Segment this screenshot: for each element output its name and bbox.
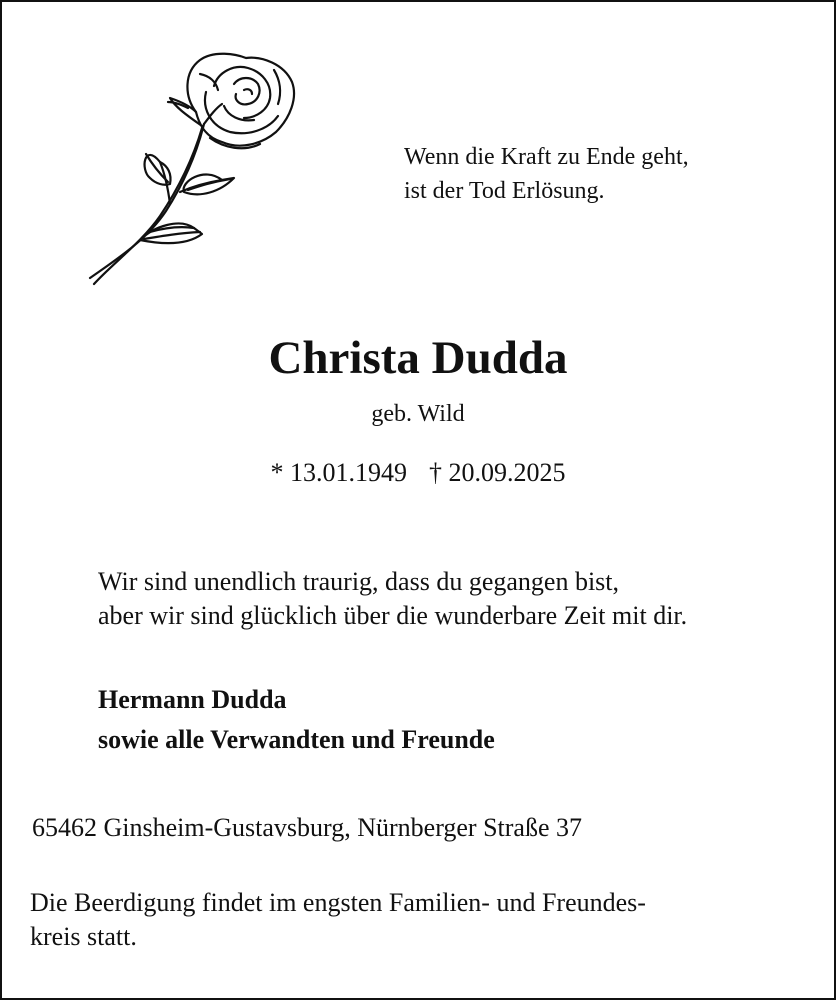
- life-dates: [2, 456, 834, 490]
- funeral-line-1: Die Beerdigung findet im engsten Familien- und Freundes-: [30, 888, 646, 917]
- rose-icon: [84, 46, 314, 286]
- address: 65462 Ginsheim-Gustavsburg, Nürnberger Straße 37: [32, 813, 583, 842]
- funeral-note: [30, 886, 646, 954]
- quote-line-2: ist der Tod Erlösung.: [404, 178, 605, 204]
- signer-line-1: Hermann Dudda: [98, 685, 287, 714]
- death-date: † 20.09.2025: [429, 458, 566, 487]
- funeral-line-2: kreis statt.: [30, 922, 137, 951]
- message-line-1: Wir sind unendlich traurig, dass du gegangen bist,: [98, 567, 620, 596]
- deceased-name: Christa Dudda: [268, 332, 568, 384]
- signer-line-2: sowie alle Verwandten und Freunde: [98, 725, 495, 754]
- quote-block: [404, 140, 689, 208]
- birth-date: * 13.01.1949: [270, 458, 407, 487]
- message-line-2: aber wir sind glücklich über die wunderbare Zeit mit dir.: [98, 601, 688, 630]
- quote-line-1: Wenn die Kraft zu Ende geht,: [404, 144, 689, 170]
- signers-block: [98, 680, 495, 760]
- mourning-message: [98, 565, 687, 633]
- maiden-name: geb. Wild: [371, 401, 465, 427]
